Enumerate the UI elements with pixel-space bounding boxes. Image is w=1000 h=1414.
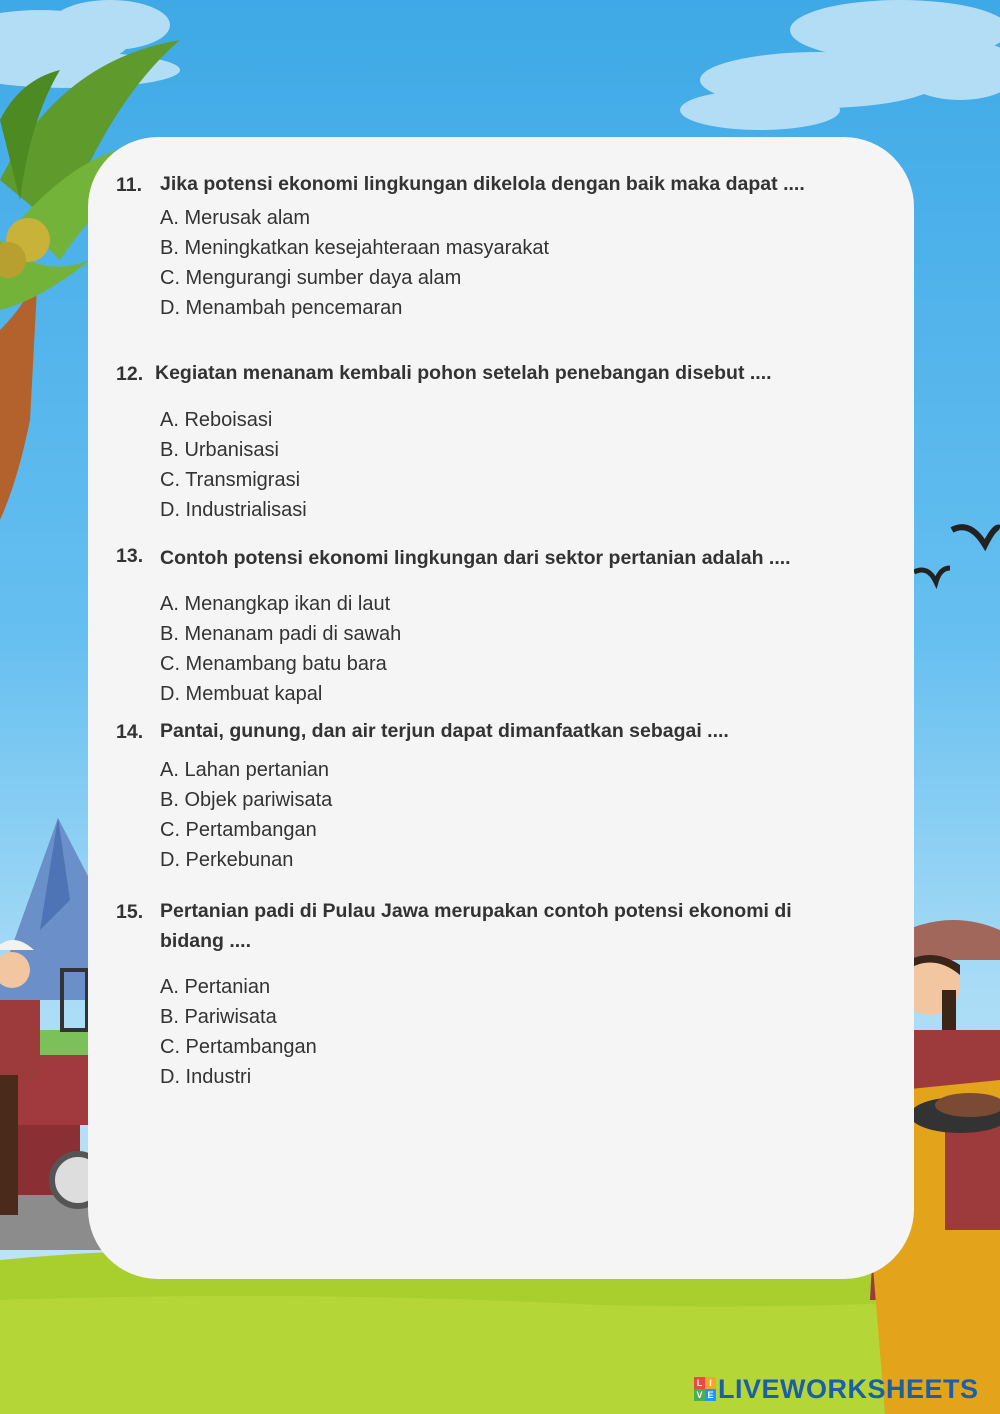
answer-option-d[interactable]: D. Industri [160, 1066, 252, 1088]
logo-letter: L [694, 1377, 705, 1389]
answer-option-c[interactable]: C. Mengurangi sumber daya alam [160, 267, 462, 289]
question-text: Jika potensi ekonomi lingkungan dikelola dengan baik maka dapat .... [160, 173, 805, 195]
question-text: Contoh potensi ekonomi lingkungan dari sektor pertanian adalah .... [160, 547, 791, 569]
question-text: Pantai, gunung, dan air terjun dapat dimanfaatkan sebagai .... [160, 720, 729, 742]
bird-shape [952, 527, 1000, 545]
bird-shape [914, 568, 950, 582]
answer-option-c[interactable]: C. Transmigrasi [160, 469, 301, 491]
answer-option-b[interactable]: B. Pariwisata [160, 1006, 277, 1028]
logo-letter: I [705, 1377, 716, 1389]
answer-option-d[interactable]: D. Perkebunan [160, 849, 294, 871]
answer-option-a[interactable]: A. Reboisasi [160, 409, 273, 431]
answer-option-d[interactable]: D. Menambah pencemaran [160, 297, 403, 319]
answer-option-c[interactable]: C. Pertambangan [160, 1036, 317, 1058]
logo-letter: V [694, 1389, 705, 1401]
answer-option-c[interactable]: C. Menambang batu bara [160, 653, 387, 675]
brand-name: LIVEWORKSHEETS [718, 1373, 979, 1404]
question-text: Pertanian padi di Pulau Jawa merupakan contoh potensi ekonomi di bidang .... [160, 900, 792, 952]
question-number: 12. [116, 363, 144, 385]
answer-option-d[interactable]: D. Membuat kapal [160, 683, 323, 705]
question-number: 15. [116, 901, 144, 923]
answer-option-c[interactable]: C. Pertambangan [160, 819, 317, 841]
question-number: 14. [116, 721, 144, 743]
answer-option-b[interactable]: B. Objek pariwisata [160, 789, 333, 811]
question-text: Kegiatan menanam kembali pohon setelah penebangan disebut .... [155, 362, 772, 384]
liveworksheets-logo-icon [694, 1377, 716, 1401]
liveworksheets-logo[interactable] [694, 1372, 979, 1406]
cloud-shape [680, 0, 1000, 130]
answer-option-a[interactable]: A. Pertanian [160, 976, 271, 998]
question-number: 13. [116, 545, 144, 567]
question-number: 11. [116, 174, 143, 196]
answer-option-a[interactable]: A. Lahan pertanian [160, 759, 330, 781]
answer-option-b[interactable]: B. Urbanisasi [160, 439, 279, 461]
answer-option-a[interactable]: A. Merusak alam [160, 207, 311, 229]
answer-option-b[interactable]: B. Meningkatkan kesejahteraan masyarakat [160, 237, 550, 259]
answer-option-a[interactable]: A. Menangkap ikan di laut [160, 593, 391, 615]
logo-letter: E [705, 1389, 716, 1401]
answer-option-d[interactable]: D. Industrialisasi [160, 499, 307, 521]
answer-option-b[interactable]: B. Menanam padi di sawah [160, 623, 402, 645]
